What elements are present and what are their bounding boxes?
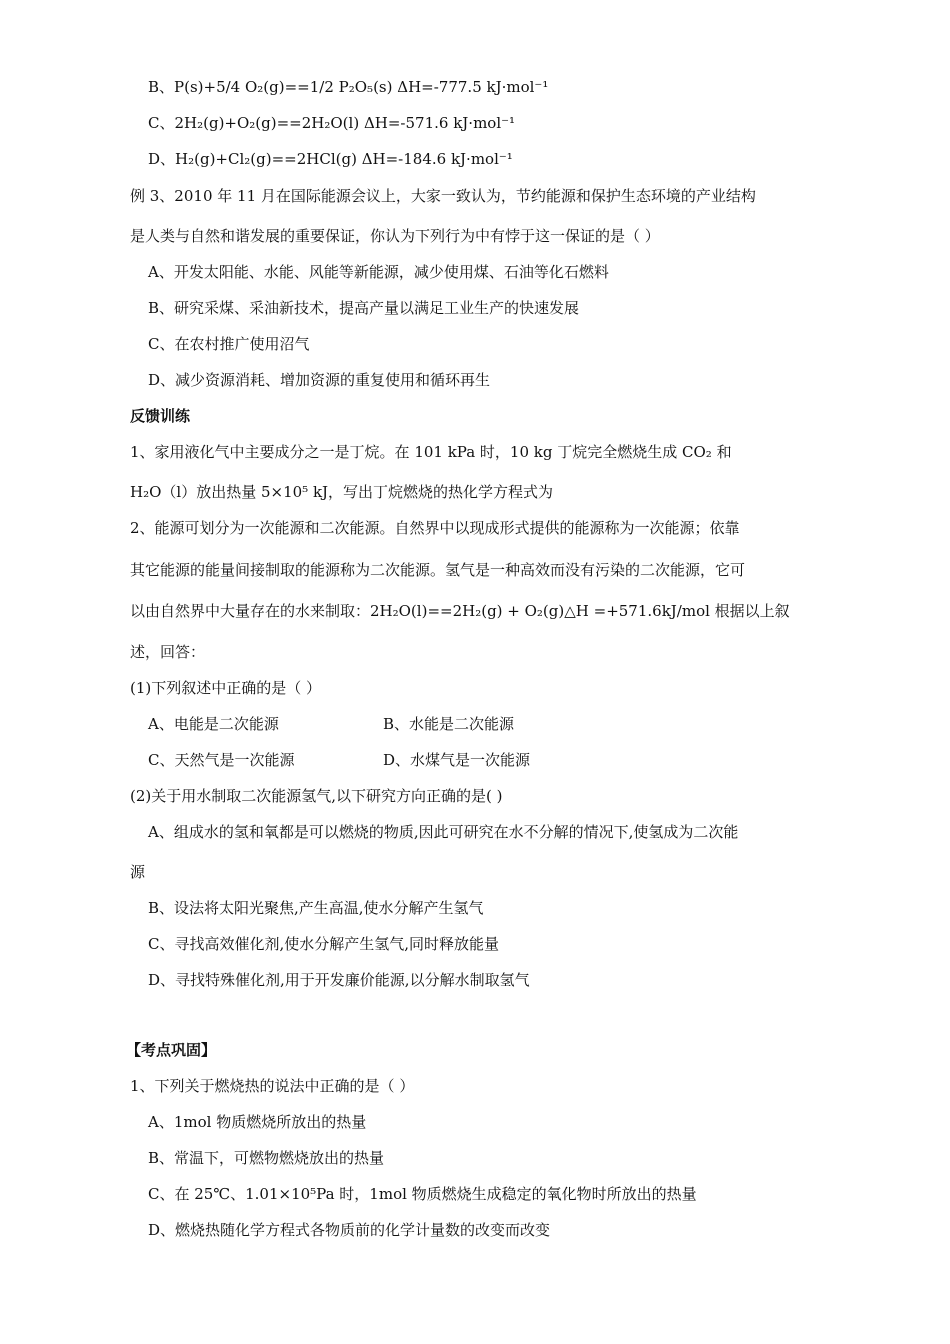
consolidation-option-c: C、在 25℃、1.01×10⁵Pa 时，1mol 物质燃烧生成稳定的氧化物时所放出的热量: [148, 1185, 697, 1203]
feedback-sub2-option-a-line2: 源: [130, 863, 146, 881]
example3-option-a: A、开发太阳能、水能、风能等新能源，减少使用煤、石油等化石燃料: [148, 263, 609, 281]
feedback-sub1-option-a: A、电能是二次能源: [148, 715, 279, 733]
consolidation-option-b: B、常温下，可燃物燃烧放出的热量: [148, 1149, 385, 1167]
feedback-sub2-option-d: D、寻找特殊催化剂,用于开发廉价能源,以分解水制取氢气: [148, 971, 530, 989]
feedback-q2-line3: 以由自然界中大量存在的水来制取：2H₂O(l)==2H₂(g) + O₂(g)△H =+571.6kJ/mol 根据以上叙: [130, 602, 790, 620]
example3-option-d: D、减少资源消耗、增加资源的重复使用和循环再生: [148, 371, 491, 389]
feedback-sub1-option-d: D、水煤气是一次能源: [383, 751, 531, 769]
feedback-q2-line1: 2、能源可划分为一次能源和二次能源。自然界中以现成形式提供的能源称为一次能源；依靠: [130, 519, 740, 537]
example3-option-b: B、研究采煤、采油新技术，提高产量以满足工业生产的快速发展: [148, 299, 580, 317]
example3-option-c: C、在农村推广使用沼气: [148, 335, 310, 353]
feedback-sub2-option-c: C、寻找高效催化剂,使水分解产生氢气,同时释放能量: [148, 935, 500, 953]
consolidation-option-a: A、1mol 物质燃烧所放出的热量: [148, 1113, 367, 1131]
feedback-sub2: (2)关于用水制取二次能源氢气,以下研究方向正确的是( ): [130, 787, 503, 805]
feedback-sub1-option-b: B、水能是二次能源: [383, 715, 515, 733]
feedback-sub1-option-c: C、天然气是一次能源: [148, 751, 295, 769]
feedback-q1-line2: H₂O（l）放出热量 5×10⁵ kJ，写出丁烷燃烧的热化学方程式为: [130, 483, 554, 501]
example3-line2: 是人类与自然和谐发展的重要保证，你认为下列行为中有悖于这一保证的是（ ）: [130, 227, 660, 245]
feedback-q1-line1: 1、家用液化气中主要成分之一是丁烷。在 101 kPa 时，10 kg 丁烷完全燃烧生成 CO₂ 和: [130, 443, 732, 461]
option-c-prev: C、2H₂(g)+O₂(g)==2H₂O(l) ΔH=-571.6 kJ·mol⁻¹: [148, 114, 516, 132]
consolidation-heading: 【考点巩固】: [126, 1041, 217, 1059]
example3-line1: 例 3、2010 年 11 月在国际能源会议上，大家一致认为，节约能源和保护生态环境的产业结构: [130, 187, 756, 205]
feedback-sub1-row2: [148, 750, 531, 770]
feedback-sub1: (1)下列叙述中正确的是（ ）: [130, 679, 322, 697]
consolidation-option-d: D、燃烧热随化学方程式各物质前的化学计量数的改变而改变: [148, 1221, 551, 1239]
option-b-prev: B、P(s)+5/4 O₂(g)==1/2 P₂O₅(s) ΔH=-777.5 kJ·mol⁻¹: [148, 78, 549, 96]
option-d-prev: D、H₂(g)+Cl₂(g)==2HCl(g) ΔH=-184.6 kJ·mol⁻¹: [148, 150, 513, 168]
feedback-sub2-option-a-line1: A、组成水的氢和氧都是可以燃烧的物质,因此可研究在水不分解的情况下,使氢成为二次能: [148, 823, 739, 841]
consolidation-q1: 1、下列关于燃烧热的说法中正确的是（ ）: [130, 1077, 415, 1095]
feedback-q2-line4: 述，回答：: [130, 643, 206, 661]
feedback-sub2-option-b: B、设法将太阳光聚焦,产生高温,使水分解产生氢气: [148, 899, 484, 917]
feedback-sub1-row1: [148, 714, 515, 734]
feedback-heading: 反馈训练: [130, 407, 191, 425]
feedback-q2-line2: 其它能源的能量间接制取的能源称为二次能源。氢气是一种高效而没有污染的二次能源，它可: [130, 561, 746, 579]
